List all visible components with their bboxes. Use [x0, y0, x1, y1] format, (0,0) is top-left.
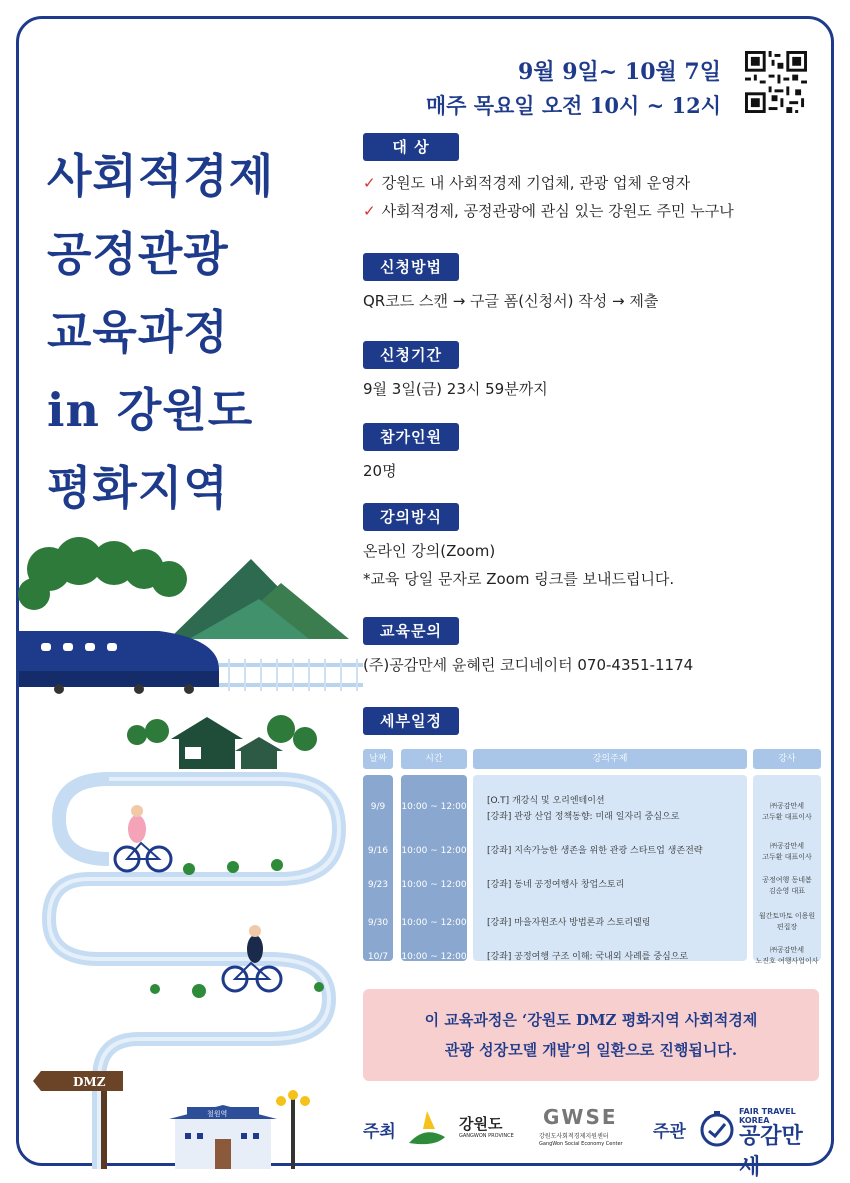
- people-label: 참가인원: [363, 423, 459, 451]
- format-label: 강의방식: [363, 503, 459, 531]
- title-line: 교육과정: [47, 305, 229, 359]
- gwse-line2: GangWon Social Economy Center: [539, 1141, 623, 1147]
- people-section: [363, 423, 459, 485]
- row-lecturer: ㈜공감만세 고두환 대표이사: [762, 802, 812, 821]
- fairtravel-top: FAIR TRAVEL KOREA: [739, 1107, 796, 1125]
- fairtravel-name: 공감만세: [739, 1124, 803, 1180]
- method-label: 신청방법: [363, 253, 459, 281]
- row-topic: [강좌] 관광 산업 정책동향: 미래 일자리 중심으로: [487, 812, 680, 822]
- format-text: 온라인 강의(Zoom): [363, 542, 496, 560]
- gangwon-sub: GANGWON PROVINCE: [459, 1133, 514, 1139]
- check-icon: ✓: [363, 174, 376, 192]
- target-item: ✓ 사회적경제, 공정관광에 관심 있는 강원도 주민 누구나: [363, 202, 734, 220]
- organizer-label: 주관: [653, 1122, 686, 1142]
- row-lecturer: ㈜공감만세 고두환 대표이사: [762, 842, 812, 861]
- format-section: [363, 503, 674, 593]
- method-section: [363, 253, 658, 315]
- row-lecturer: 공정여행 동네봄 김순영 대표: [762, 876, 812, 895]
- table-header: 날짜: [363, 749, 393, 769]
- check-icon: ✓: [363, 202, 376, 220]
- station-name: 철원역: [207, 1110, 228, 1118]
- title-line: in 강원도: [47, 383, 254, 437]
- gangwon-logo-icon: [405, 1107, 455, 1151]
- target-item: ✓ 강원도 내 사회적경제 기업체, 관광 업체 운영자: [363, 174, 691, 192]
- row-time: 10:00 ~ 12:00: [401, 952, 467, 962]
- row-date: 9/9: [370, 802, 386, 812]
- gangwon-name: 강원도: [459, 1115, 503, 1133]
- gwse-logo: GWSE: [543, 1105, 618, 1129]
- row-lecturer: ㈜공감만세 노진호 여행사업이사: [755, 946, 819, 965]
- event-dates: [426, 55, 721, 123]
- tree-icon: [18, 537, 187, 610]
- row-date: 9/30: [367, 918, 389, 928]
- contact-text: (주)공감만세 윤혜린 코디네이터 070-4351-1174: [363, 656, 694, 674]
- landscape-illustration: [19, 539, 363, 1169]
- row-time: 10:00 ~ 12:00: [401, 802, 467, 812]
- street-lamp-icon: [276, 1090, 310, 1169]
- title-line: 공정관광: [47, 227, 229, 281]
- qr-code-icon[interactable]: [745, 51, 807, 113]
- poster-frame: [16, 16, 834, 1180]
- note-line: 관광 성장모델 개발’의 일환으로 진행됩니다.: [444, 1041, 738, 1059]
- row-topic: [강좌] 지속가능한 생존을 위한 관광 스타트업 생존전략: [487, 846, 703, 856]
- row-time: 10:00 ~ 12:00: [401, 880, 467, 890]
- schedule-label: 세부일정: [363, 707, 459, 735]
- row-topic: [O.T] 개강식 및 오리엔테이션: [487, 796, 605, 806]
- note-line: 이 교육과정은 ‘강원도 DMZ 평화지역 사회적경제: [424, 1011, 758, 1029]
- row-time: 10:00 ~ 12:00: [401, 846, 467, 856]
- host-label: 주최: [363, 1122, 396, 1142]
- row-date: 10/7: [367, 952, 389, 962]
- row-topic: [강좌] 마을자원조사 방법론과 스토리텔링: [487, 918, 651, 928]
- row-date: 9/16: [367, 846, 389, 856]
- house-icon: [171, 717, 283, 769]
- row-topic: [강좌] 동네 공정여행사 창업스토리: [487, 880, 625, 890]
- table-header: 시간: [401, 749, 467, 769]
- format-note: *교육 당일 문자로 Zoom 링크를 보내드립니다.: [363, 570, 675, 588]
- contact-section: [363, 617, 693, 679]
- contact-label: 교육문의: [363, 617, 459, 645]
- row-lecturer: 월간토마토 이용원 편집장: [758, 912, 816, 931]
- method-text: QR코드 스캔 → 구글 폼(신청서) 작성 → 제출: [363, 292, 659, 310]
- target-section: [363, 133, 734, 225]
- fairtravel-logo-icon: [699, 1111, 735, 1147]
- row-topic: [강좌] 공정여행 구조 이해: 국내외 사례를 중심으로: [487, 952, 689, 962]
- table-header: 강의주제: [473, 749, 747, 769]
- gwse-line1: 강원도사회적경제지원센터: [539, 1133, 609, 1140]
- schedule-section: [363, 707, 459, 735]
- program-note: [363, 989, 819, 1081]
- people-text: 20명: [363, 462, 397, 480]
- period-label: 신청기간: [363, 341, 459, 369]
- date-range: 9월 9일~ 10월 7일: [518, 59, 721, 85]
- row-time: 10:00 ~ 12:00: [401, 918, 467, 928]
- footer-logos: [363, 1099, 823, 1180]
- period-section: [363, 341, 548, 403]
- dmz-sign-text: DMZ: [73, 1075, 106, 1089]
- period-text: 9월 3일(금) 23시 59분까지: [363, 380, 548, 398]
- poster-title: [47, 137, 274, 527]
- table-header: 강사: [753, 749, 821, 769]
- weekly-time: 매주 목요일 오전 10시 ~ 12시: [425, 93, 721, 118]
- dmz-sign-icon: [33, 1071, 123, 1169]
- title-line: 평화지역: [47, 461, 229, 515]
- cyclist-icon: [115, 805, 171, 871]
- row-date: 9/23: [367, 880, 389, 890]
- station-icon: [169, 1105, 277, 1169]
- target-label: 대 상: [363, 133, 459, 161]
- title-line: 사회적경제: [47, 149, 275, 203]
